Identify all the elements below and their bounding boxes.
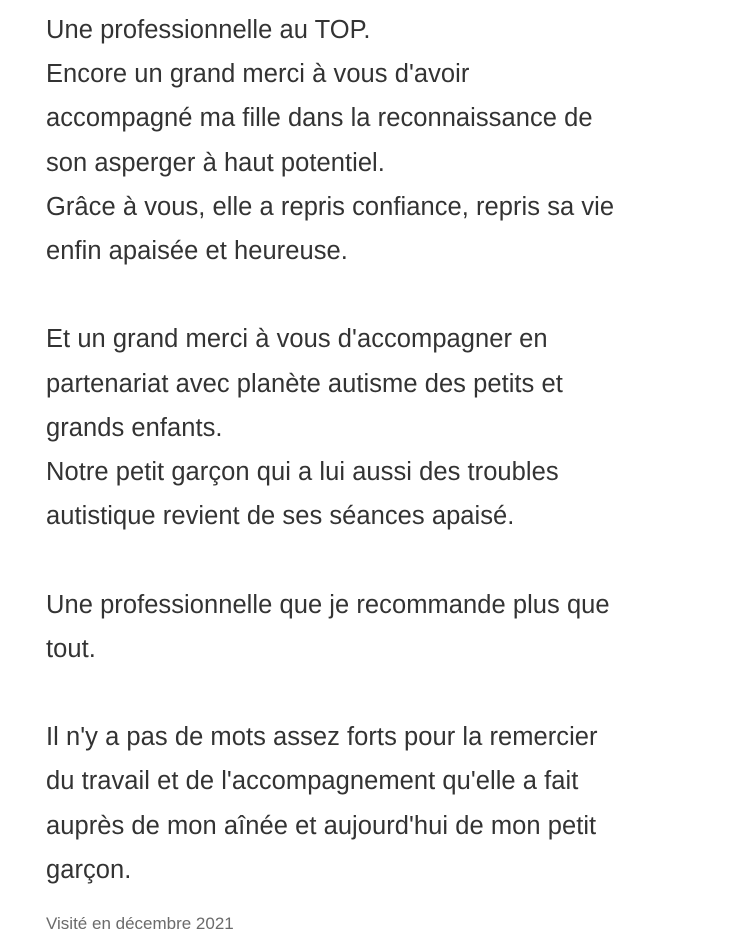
review-line: autistique revient de ses séances apaisé. [46, 502, 515, 531]
review-paragraph-3 [46, 583, 726, 671]
review-line: Encore un grand merci à vous d'avoir [46, 60, 470, 89]
review-line: accompagné ma fille dans la reconnaissance de [46, 104, 593, 133]
review-paragraph-4 [46, 715, 726, 892]
review-line: Une professionnelle au TOP. [46, 16, 371, 44]
visit-date: Visité en décembre 2021 [46, 914, 234, 933]
review-line: Une professionnelle que je recommande plus que [46, 590, 610, 619]
review-line: garçon. [46, 855, 132, 884]
review-line: auprès de mon aînée et aujourd'hui de mon petit [46, 811, 597, 840]
review-line: enfin apaisée et heureuse. [46, 237, 348, 266]
review-line: Notre petit garçon qui a lui aussi des troubles [46, 458, 559, 487]
review-line: du travail et de l'accompagnement qu'elle a fait [46, 767, 579, 796]
paragraph-spacer [46, 273, 726, 317]
paragraph-spacer [46, 671, 726, 715]
review-paragraph-2 [46, 317, 726, 538]
paragraph-spacer [46, 538, 726, 582]
review-text [46, 8, 726, 892]
review-line: grands enfants. [46, 413, 223, 442]
review-line: Il n'y a pas de mots assez forts pour la remercier [46, 723, 598, 752]
review-line: son asperger à haut potentiel. [46, 148, 385, 177]
review-line: tout. [46, 634, 96, 663]
review-line: Et un grand merci à vous d'accompagner en [46, 325, 548, 354]
review-paragraph-1 [46, 8, 726, 273]
review-line: partenariat avec planète autisme des petits et [46, 369, 563, 398]
review-line: Grâce à vous, elle a repris confiance, repris sa vie [46, 192, 615, 221]
